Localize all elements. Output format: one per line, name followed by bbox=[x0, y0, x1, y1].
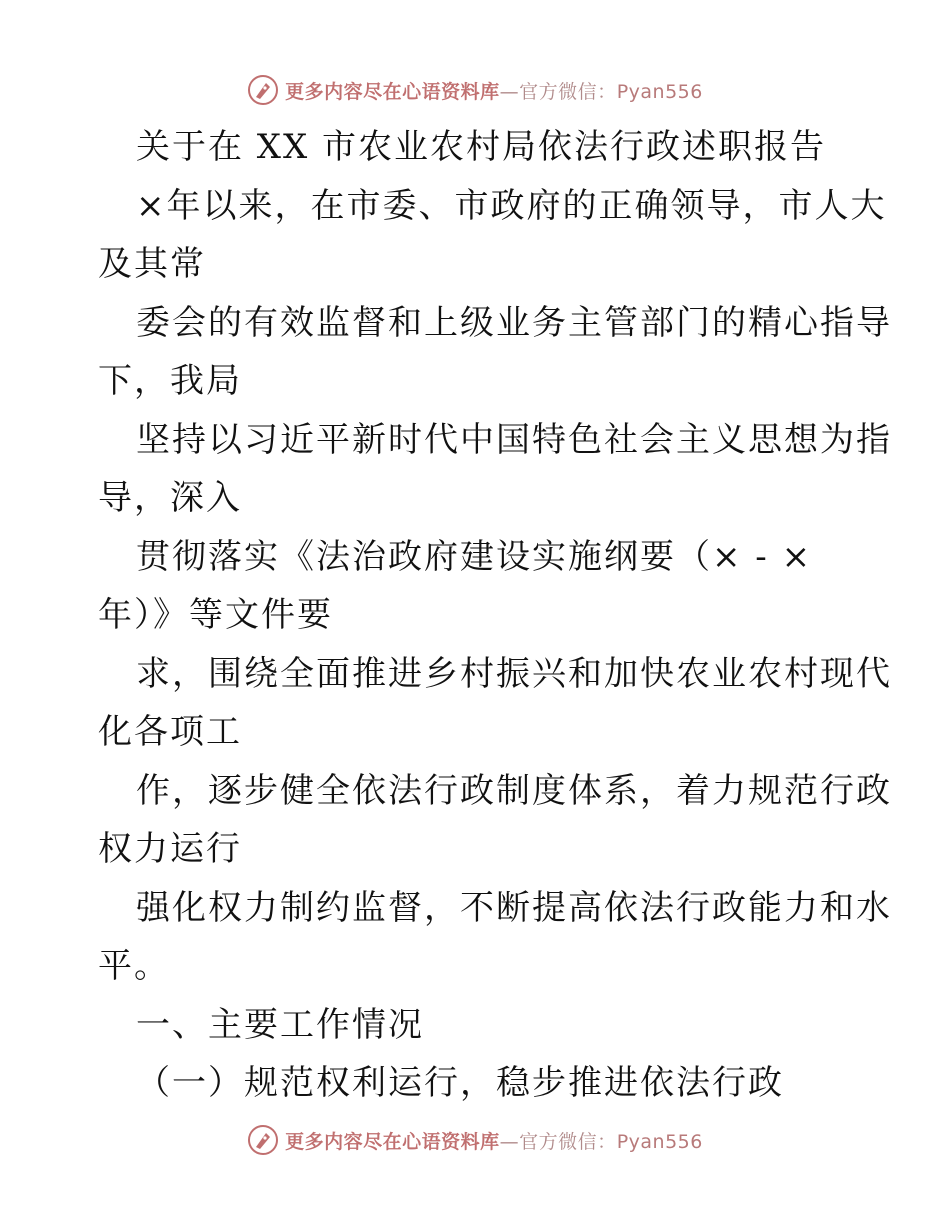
paragraph-line: 作，逐步健全依法行政制度体系，着力规范行政 bbox=[136, 770, 892, 811]
watermark-separator: — bbox=[499, 1130, 520, 1153]
paragraph-line: （一）规范权利运行，稳步推进依法行政 bbox=[136, 1063, 784, 1103]
paragraph-line: 一、主要工作情况 bbox=[136, 1004, 424, 1045]
watermark-text bbox=[285, 77, 703, 104]
watermark-brand: 更多内容尽在心语资料库 bbox=[285, 80, 500, 103]
watermark-wechat-id: Pyan556 bbox=[616, 1130, 703, 1153]
paragraph-line: 委会的有效监督和上级业务主管部门的精心指导 bbox=[136, 302, 892, 343]
watermark-wechat-id: Pyan556 bbox=[616, 80, 703, 103]
watermark-text bbox=[285, 1127, 703, 1154]
paragraph-line: 及其常 bbox=[98, 244, 206, 284]
watermark-header bbox=[0, 70, 950, 110]
pen-nib-circle-icon bbox=[247, 74, 279, 106]
paragraph-line: 导，深入 bbox=[98, 478, 242, 518]
paragraph-line: 强化权力制约监督，不断提高依法行政能力和水 bbox=[136, 887, 892, 928]
paragraph-line: 平。 bbox=[98, 946, 170, 986]
paragraph-line: 年）》等文件要 bbox=[98, 595, 333, 635]
document-body bbox=[98, 118, 892, 1113]
watermark-official: 官方微信： bbox=[519, 1130, 617, 1153]
watermark-official: 官方微信： bbox=[519, 80, 617, 103]
paragraph-line: 下，我局 bbox=[98, 361, 242, 401]
paragraph-line: ×年以来，在市委、市政府的正确领导，市人大 bbox=[136, 185, 887, 226]
pen-nib-circle-icon bbox=[247, 1124, 279, 1156]
paragraph-line: 坚持以习近平新时代中国特色社会主义思想为指 bbox=[136, 419, 892, 460]
watermark-footer bbox=[0, 1120, 950, 1160]
watermark-brand: 更多内容尽在心语资料库 bbox=[285, 1130, 500, 1153]
watermark-separator: — bbox=[499, 80, 520, 103]
paragraph-line: 权力运行 bbox=[98, 829, 242, 869]
paragraph-line: 求，围绕全面推进乡村振兴和加快农业农村现代 bbox=[136, 653, 892, 694]
paragraph-line: 贯彻落实《法治政府建设实施纲要（× - × bbox=[136, 536, 813, 577]
document-title: 关于在 XX 市农业农村局依法行政述职报告 bbox=[136, 127, 827, 167]
paragraph-line: 化各项工 bbox=[98, 712, 242, 752]
